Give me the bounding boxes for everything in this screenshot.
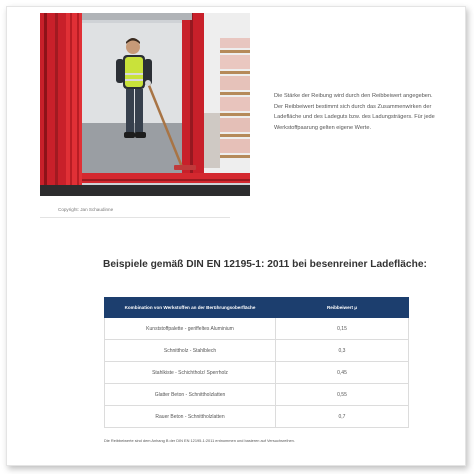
worker-loading-photo <box>40 13 250 196</box>
material-combination-cell: Rauer Beton - Schnittholzlatten <box>105 406 276 428</box>
friction-value-cell: 0,55 <box>276 384 409 406</box>
table-row <box>105 406 409 428</box>
material-combination-cell: Glatter Beton - Schnittholzlatten <box>105 384 276 406</box>
friction-coefficient-table <box>104 297 409 428</box>
friction-value-cell: 0,45 <box>276 362 409 384</box>
friction-value-cell: 0,15 <box>276 318 409 340</box>
material-combination-cell: Kunststoffpalette - geriffeltes Aluminium <box>105 318 276 340</box>
caption-divider <box>40 217 230 218</box>
table-row <box>105 362 409 384</box>
photo-illustration <box>40 13 250 196</box>
section-heading: Beispiele gemäß DIN EN 12195-1: 2011 bei besenreiner Ladefläche: <box>103 259 427 270</box>
table-row <box>105 384 409 406</box>
table-footnote: Die Reibbeiwerte sind dem Anhang B der DIN EN 12195-1:2011 entnommen und basieren auf Versuchsreihen. <box>104 438 295 443</box>
header-material-combination: Kombination von Werkstoffen an der Berührungsoberfläche <box>105 298 276 318</box>
header-friction-coefficient: Reibbeiwert μ <box>276 298 409 318</box>
table-header-row <box>105 298 409 318</box>
material-combination-cell: Stahlkiste - Schichtholz/ Sperrholz <box>105 362 276 384</box>
friction-value-cell: 0,3 <box>276 340 409 362</box>
friction-description: Die Stärke der Reibung wird durch den Reibbeiwert angegeben. Der Reibbeiwert bestimmt sich durch das Zusammenwirken der Ladefläche und des Ladeguts bzw. des Ladungsträgers. Für jede Werkstoffpaarung gelten eigene Werte. <box>274 93 435 132</box>
friction-value-cell: 0,7 <box>276 406 409 428</box>
table-row <box>105 340 409 362</box>
photo-copyright: Copyright: Jan Schaudinne <box>58 207 114 212</box>
table-row <box>105 318 409 340</box>
material-combination-cell: Schnittholz - Stahlblech <box>105 340 276 362</box>
